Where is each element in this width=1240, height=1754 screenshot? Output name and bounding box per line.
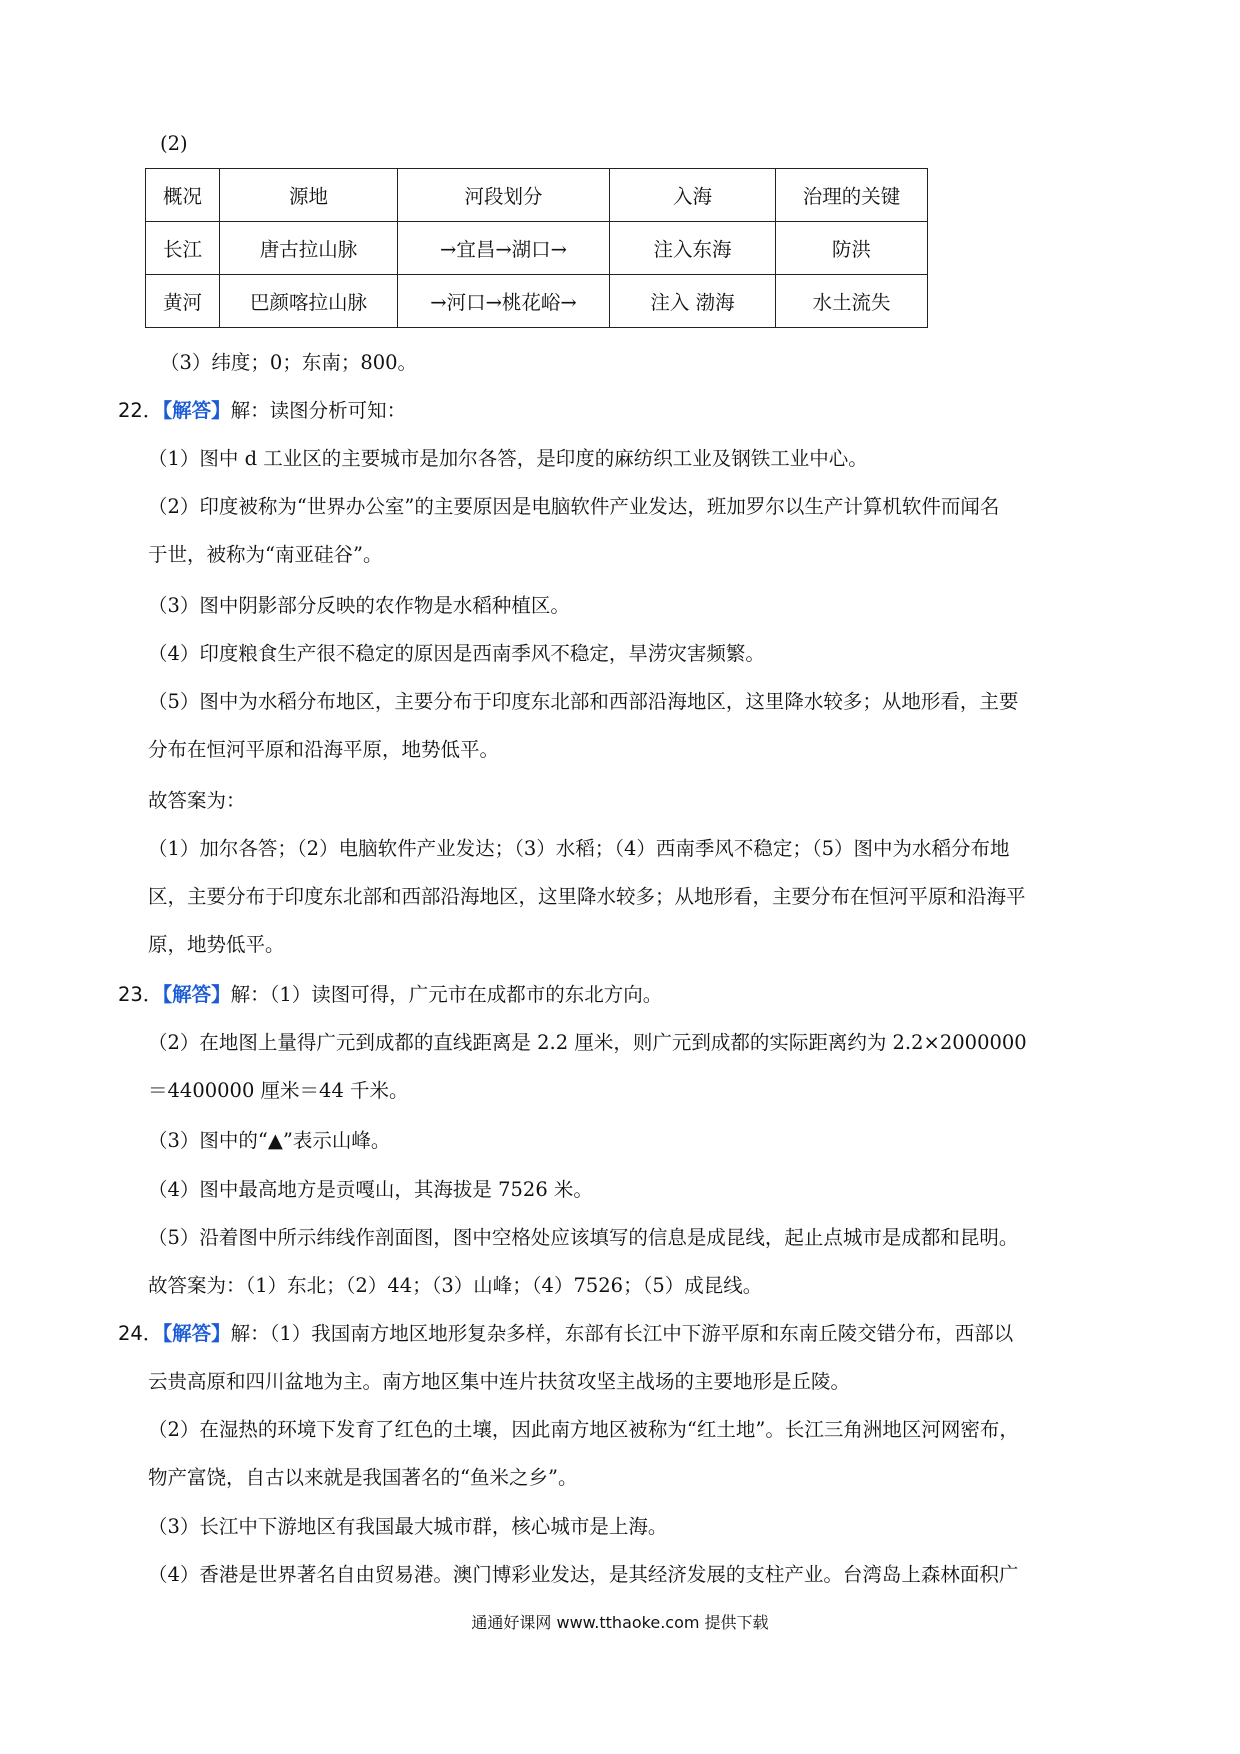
table-row [146,275,928,328]
text-line: （1）加尔各答；（2）电脑软件产业发达；（3）水稻；（4）西南季风不稳定；（5）图中为水稻分布地 [148,837,1010,860]
text-line: （2）在湿热的环境下发育了红色的土壤，因此南方地区被称为“红土地”。长江三角洲地区河网密布， [148,1418,1019,1441]
table-header-cell: 概况 [146,169,220,222]
text-line: （4）印度粮食生产很不稳定的原因是西南季风不稳定，旱涝灾害频繁。 [148,642,765,665]
table-header-cell: 河段划分 [398,169,610,222]
table-cell: 注入 渤海 [610,275,776,328]
text-line: （1）图中 d 工业区的主要城市是加尔各答，是印度的麻纺织工业及钢铁工业中心。 [148,447,868,470]
text-line: （3）图中阴影部分反映的农作物是水稻种植区。 [148,594,570,617]
question-number: 22． [118,399,163,422]
answer-tag: 【解答】 [162,1322,231,1345]
table-cell: →宜昌→湖口→ [398,222,610,275]
text-line: 分布在恒河平原和沿海平原，地势低平。 [148,738,500,761]
text-line: （2）印度被称为“世界办公室”的主要原因是电脑软件产业发达，班加罗尔以生产计算机软件而闻名 [148,495,1000,518]
answer-tag: 【解答】 [162,983,231,1006]
table-cell: →河口→桃花峪→ [398,275,610,328]
text-line: （2）在地图上量得广元到成都的直线距离是 2.2 厘米，则广元到成都的实际距离约为 2.2×2000000 [148,1031,1027,1054]
q21-part2-label: (2) [160,132,188,155]
question-number: 24． [118,1322,163,1345]
answer-lead: 解：读图分析可知： [230,399,407,422]
table-cell: 唐古拉山脉 [220,222,398,275]
text-line: 区，主要分布于印度东北部和西部沿海地区，这里降水较多；从地形看，主要分布在恒河平原和沿海平 [148,885,1026,908]
text-line: （4）香港是世界著名自由贸易港。澳门博彩业发达，是其经济发展的支柱产业。台湾岛上森林面积广 [148,1563,1019,1586]
table-cell: 注入东海 [610,222,776,275]
question-number: 23． [118,983,163,1006]
answer-lead: 解：（1）我国南方地区地形复杂多样，东部有长江中下游平原和东南丘陵交错分布，西部以 [230,1322,1014,1345]
table-cell: 水土流失 [776,275,928,328]
page-footer: 通通好课网 www.tthaoke.com 提供下载 [471,1613,769,1632]
text-line: 云贵高原和四川盆地为主。南方地区集中连片扶贫攻坚主战场的主要地形是丘陵。 [148,1370,851,1393]
text-line: （4）图中最高地方是贡嘎山，其海拔是 7526 米。 [148,1178,593,1201]
text-line: （5）图中为水稻分布地区，主要分布于印度东北部和西部沿海地区，这里降水较多；从地形看，主要 [148,690,1019,713]
q24-heading [118,1318,1013,1346]
answer-lead: 解：（1）读图可得，广元市在成都市的东北方向。 [230,983,663,1006]
text-line: （5）沿着图中所示纬线作剖面图，图中空格处应该填写的信息是成昆线，起止点城市是成都和昆明。 [148,1226,1019,1249]
table-row [146,222,928,275]
table-cell: 长江 [146,222,220,275]
answer-table [145,168,928,328]
q22-heading [118,395,406,423]
table-header-cell: 治理的关键 [776,169,928,222]
text-line: （3）图中的“▲”表示山峰。 [148,1129,391,1152]
text-line: 于世，被称为“南亚硅谷”。 [148,543,383,566]
table-cell: 黄河 [146,275,220,328]
text-line: （3）长江中下游地区有我国最大城市群，核心城市是上海。 [148,1515,668,1538]
text-line: ＝4400000 厘米＝44 千米。 [148,1079,409,1102]
table-header-cell: 入海 [610,169,776,222]
table-header-row [146,169,928,222]
table-cell: 巴颜喀拉山脉 [220,275,398,328]
text-line: 物产富饶，自古以来就是我国著名的“鱼米之乡”。 [148,1466,578,1489]
answer-tag: 【解答】 [162,399,231,422]
q23-heading [118,979,662,1007]
table-cell: 防洪 [776,222,928,275]
q21-part3: （3）纬度；0；东南；800。 [160,351,418,374]
table-header-cell: 源地 [220,169,398,222]
text-line: 原，地势低平。 [148,933,285,956]
text-line: 故答案为： [148,789,246,812]
text-line: 故答案为：（1）东北；（2）44；（3）山峰；（4）7526；（5）成昆线。 [148,1274,763,1297]
